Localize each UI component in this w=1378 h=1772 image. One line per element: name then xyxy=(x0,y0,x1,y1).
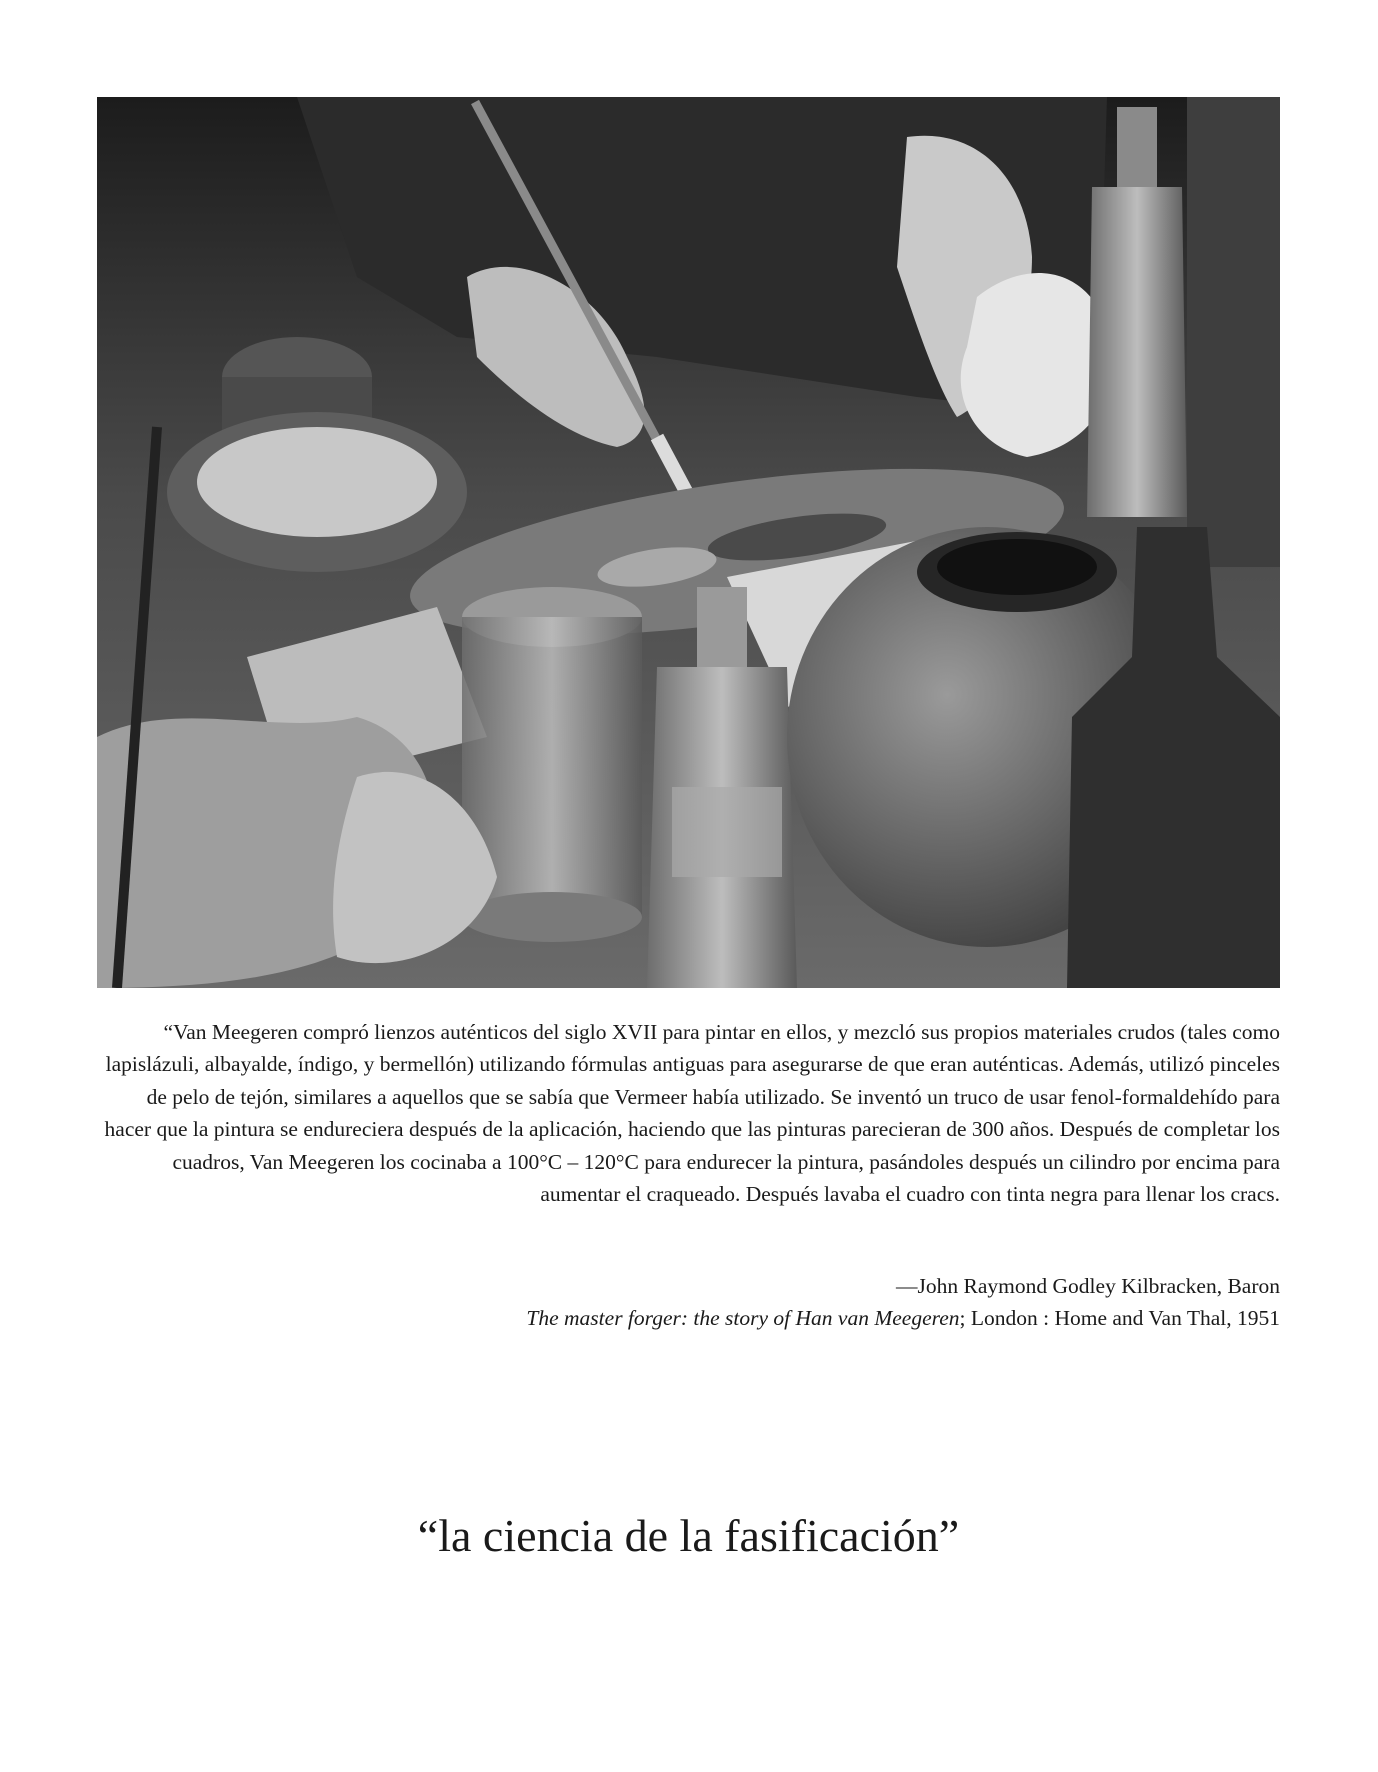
attribution-publication: ; London : Home and Van Thal, 1951 xyxy=(959,1306,1280,1331)
attribution-author: —John Raymond Godley Kilbracken, Baron xyxy=(896,1274,1280,1298)
attribution-book-title: The master forger: the story of Han van Meegeren xyxy=(526,1306,960,1331)
page-headline: “la ciencia de la fasificación” xyxy=(417,1510,960,1561)
quote-text: “Van Meegeren compró lienzos auténticos del siglo XVII para pintar en ellos, y mezcló sus propios materiales crudos (tales como lapislázuli, albayalde, índigo, y bermellón) utilizando fórmulas antiguas para asegurarse de que eran auténticas. Además, utilizó pinceles de pelo de tejón, similares a aquellos que se sabía que Vermeer había utilizado. Se inventó un truco de usar fenol-formaldehído para hacer que la pintura se endureciera después de la aplicación, haciendo que las pinturas parecieran de 300 años. Después de completar los cuadros, Van Meegeren los cocinaba a 100°C – 120°C para endurecer la pintura, pasándoles después un cilindro por encima para aumentar el craqueado. Después lavaba el cuadro con tinta negra para llenar los cracs. xyxy=(104,1020,1280,1207)
attribution-source xyxy=(97,1302,1280,1334)
forger-workbench-photo xyxy=(97,97,1280,988)
photo-illustration xyxy=(97,97,1280,988)
attribution xyxy=(97,1270,1280,1335)
